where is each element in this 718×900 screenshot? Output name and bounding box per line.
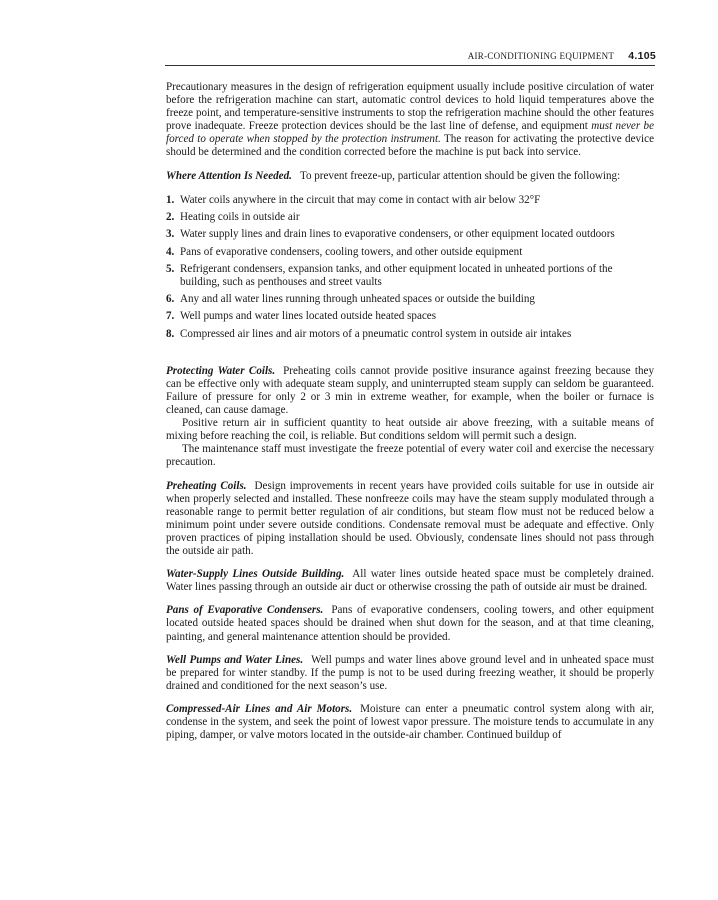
running-title: AIR-CONDITIONING EQUIPMENT bbox=[467, 51, 615, 61]
list-item: 4. Pans of evaporative condensers, cooling towers, and other outside equipment bbox=[166, 245, 523, 258]
page-number: 4.105 bbox=[628, 50, 656, 62]
pans-evaporative-paragraph bbox=[166, 604, 654, 643]
list-item: 5. Refrigerant condensers, expansion tanks, and other equipment located in unheated portions of the building, such as penthouses and street vaults bbox=[166, 262, 613, 288]
section-text: Moisture can enter a pneumatic control system along with air, condense in the system, and seek the point of lowest vapor pressure. The moisture tends to accumulate in any piping, damper, or valve motors located in the outside-air chamber. Continued buildup of bbox=[166, 702, 654, 742]
protecting-water-coils-paragraph-2: Positive return air in sufficient quantity to heat outside air above freezing, with a suitable means of mixing before reaching the coil, is reliable. But conditions seldom will permit such a design. bbox=[166, 417, 654, 443]
section-heading: Water-Supply Lines Outside Building. bbox=[166, 568, 345, 581]
section-heading: Where Attention Is Needed. bbox=[166, 169, 292, 182]
list-item: 8. Compressed air lines and air motors of a pneumatic control system in outside air intakes bbox=[166, 327, 572, 340]
section-text: Design improvements in recent years have provided coils suitable for use in outside air when properly selected and installed. These nonfreeze coils may have the steam supply modulated through a reasonable range to permit better regulation of air conditions, but steam flow must not be reduced below a minimum point under severe outside conditions. Condensate removal must be adequate and effective. Only proven practices of piping installation should be used. Obviously, condensate lines should not pass through the outside air path. bbox=[166, 479, 654, 558]
list-item: 6. Any and all water lines running through unheated spaces or outside the building bbox=[166, 293, 535, 306]
protecting-water-coils-paragraph bbox=[166, 365, 654, 417]
protecting-water-coils-paragraph-3: The maintenance staff must investigate the freeze potential of every water coil and exercise the necessary precaution. bbox=[166, 443, 654, 469]
list-item: 1. Water coils anywhere in the circuit that may come in contact with air below 32°F bbox=[166, 193, 541, 206]
water-supply-lines-paragraph bbox=[166, 568, 654, 594]
where-attention-paragraph bbox=[166, 170, 654, 183]
list-item: 3. Water supply lines and drain lines to evaporative condensers, or other equipment located outdoors bbox=[166, 228, 615, 241]
page-body bbox=[166, 81, 654, 742]
preheating-coils-paragraph bbox=[166, 480, 654, 559]
section-text: Pans of evaporative condensers, cooling towers, and other equipment located outside heated spaces should be drained when shut down for the season, and at that time cleaning, painting, and general maintenance attention should be provided. bbox=[166, 604, 654, 643]
section-text: Preheating coils cannot provide positive insurance against freezing because they can be effective only with adequate steam supply, and uninterrupted steam supply can seldom be guaranteed. Failure of pressure for only 2 or 3 min in extreme weather, for example, when the boiler or furnace is cleaned, can cause damage. bbox=[166, 364, 654, 417]
section-heading: Pans of Evaporative Condensers. bbox=[166, 604, 324, 617]
list-item: 2. Heating coils in outside air bbox=[166, 210, 300, 223]
intro-text: Precautionary measures in the design of refrigeration equipment usually include positive circulation of water before the refrigeration machine can start, automatic control devices to hold liquid temperatures above the freeze point, and temperature-sensitive instruments to stop the refrigeration machine should the other features prove inadequate. Freeze protection devices should be the last line of defense, and equipment bbox=[166, 81, 654, 133]
running-head bbox=[468, 50, 656, 62]
compressed-air-paragraph bbox=[166, 703, 654, 742]
section-heading: Well Pumps and Water Lines. bbox=[166, 653, 304, 666]
section-text: To prevent freeze-up, particular attention should be given the following: bbox=[299, 169, 621, 182]
section-text: Well pumps and water lines above ground level and in unheated space must be prepared for winter standby. If the pump is not to be used during freezing weather, it should be properly drained and conditioned for the next season’s use. bbox=[166, 653, 654, 692]
header-rule bbox=[165, 65, 655, 66]
section-heading: Compressed-Air Lines and Air Motors. bbox=[166, 702, 353, 715]
attention-list bbox=[166, 194, 654, 341]
section-heading: Preheating Coils. bbox=[166, 479, 247, 492]
well-pumps-paragraph bbox=[166, 654, 654, 693]
intro-emphasis: must never be forced to operate when stopped by the protection instrument. bbox=[166, 120, 654, 146]
intro-text-end: The reason for activating the protective device should be determined and the condition corrected before the machine is put back into service. bbox=[166, 133, 654, 159]
section-text: All water lines outside heated space must be completely drained. Water lines passing through an outside air duct or otherwise crossing the path of outside air must be drained. bbox=[166, 568, 654, 594]
intro-paragraph bbox=[166, 81, 654, 160]
section-heading: Protecting Water Coils. bbox=[166, 364, 276, 377]
list-item: 7. Well pumps and water lines located outside heated spaces bbox=[166, 310, 437, 323]
